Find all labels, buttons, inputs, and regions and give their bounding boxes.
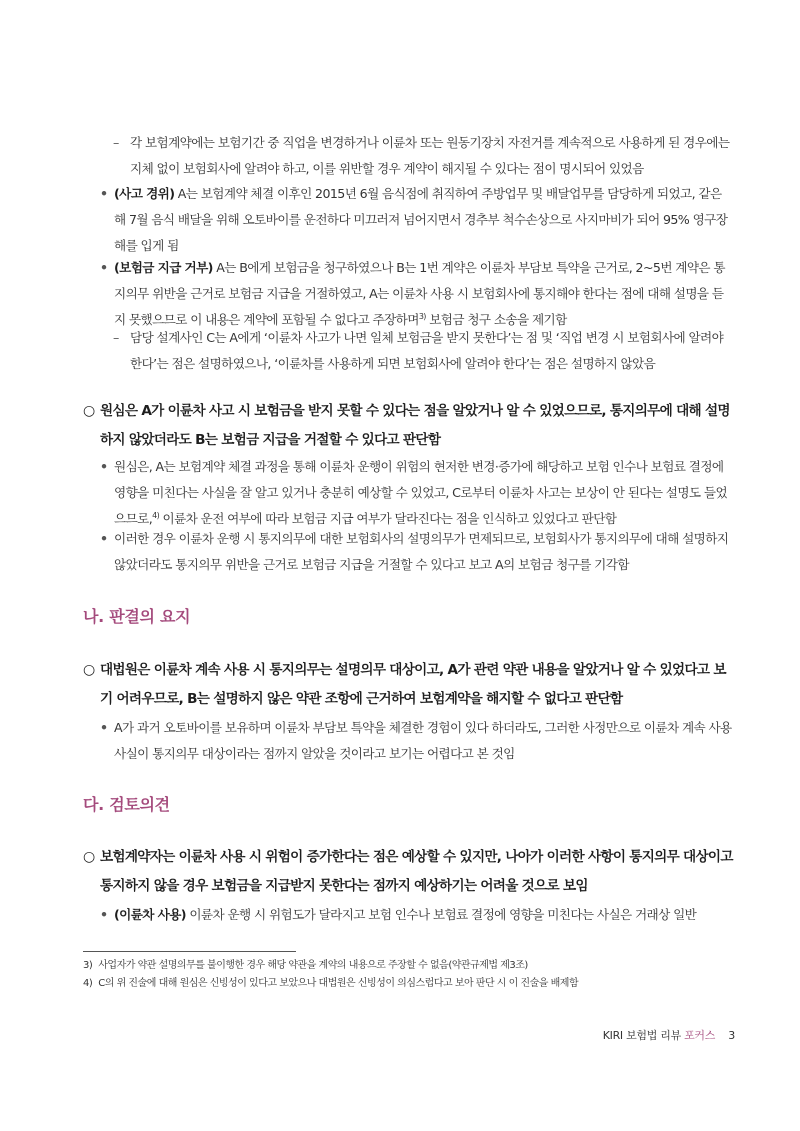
dash-item-planner [113,325,733,377]
bullet-item-past-experience [100,715,733,767]
bullet-item-text: 이러한 경우 이륜차 운행 시 통지의무에 대한 보험회사의 설명의무가 면제되므로, 보험회사가 통지의무에 대해 설명하지 않았더라도 통지의무 위반을 근거로 보험금 지급을 거절할 수 있다고 보고 A의 보험금 청구를 기각함 [114,531,729,572]
circle-marker: ○ [83,403,95,419]
footer-publication: KIRI 보험법 리뷰 [602,1029,681,1042]
lead-label: (이륜차 사용) [114,907,186,922]
circle-item-supreme-court [83,656,733,714]
footnote-number: 3) [83,960,93,971]
circle-item-text: 보험계약자는 이륜차 사용 시 위험이 증가한다는 점은 예상할 수 있지만, 나아가 이러한 사항이 통지의무 대상이고 통지하지 않을 경우 보험금을 지급받지 못한다는 점까지 예상하기는 어려울 것으로 보임 [100,849,733,894]
bullet-item-text [100,181,733,259]
page-footer [560,1027,735,1043]
bullet-marker: • [100,531,108,546]
body-text: 이륜차 운행 시 위험도가 달라지고 보험 인수나 보험료 결정에 영향을 미친다는 사실은 거래상 일반 [185,907,697,922]
bullet-marker: • [100,260,108,275]
dash-item-text: 각 보험계약에는 보험기간 중 직업을 변경하거나 이륜차 또는 원동기장치 자전거를 계속적으로 사용하게 된 경우에는 지체 없이 보험회사에 알려야 하고, 이를 위반할 경우 계약이 해지될 수 있다는 점이 명시되어 있었음 [130,135,730,176]
body-text: A는 B에게 보험금을 청구하였으나 B는 1번 계약은 이륜차 부담보 특약을 근거로, 2~5번 계약은 통지의무 위반을 근거로 보험금 지급을 거절하였고, A는 이륜차 사용 시 보험회사에 통지해야 한다는 점에 대해 설명을 듣지 못했으므로 이 내용은 계약에 포함될 수 없다고 주장하며 [114,260,725,327]
bullet-item-text [100,255,733,333]
bullet-item-text: A가 과거 오토바이를 보유하며 이륜차 부담보 특약을 체결한 경험이 있다 하더라도, 그러한 사정만으로 이륜차 계속 사용 사실이 통지의무 대상이라는 점까지 알았을 것이라고 보기는 어렵다고 본 것임 [114,720,732,761]
lead-label: (보험금 지급 거부) [114,260,213,275]
footnote-text: C의 위 진술에 대해 원심은 신빙성이 있다고 보았으나 대법원은 신빙성이 의심스럽다고 보아 판단 시 이 진술을 배제함 [98,978,579,989]
footnote-ref-3[interactable]: 3) [418,311,426,321]
bullet-item-text [100,902,733,928]
circle-marker: ○ [83,849,95,865]
bullet-item-motorcycle-use [100,902,733,928]
bullet-item-dismissal [100,526,733,578]
body-text: 보험금 청구 소송을 제기함 [425,312,567,327]
dash-marker: – [113,330,119,345]
bullet-item-accident [100,181,733,259]
body-text: 이륜차 운전 여부에 따라 보험금 지급 여부가 달라진다는 점을 인식하고 있었다고 판단함 [159,511,617,526]
dash-item-text: 담당 설계사인 C는 A에게 ‘이륜차 사고가 나면 일체 보험금을 받지 못한다’는 점 및 ‘직업 변경 시 보험회사에 알려야 한다’는 점은 설명하였으나, ‘이륜차를 사용하게 되면 보험회사에 알려야 한다’는 점은 설명하지 않았음 [130,330,724,371]
bullet-marker: • [100,186,108,201]
section-heading-ruling: 나. 판결의 요지 [83,607,191,626]
dash-marker: – [113,135,119,150]
footnote-3 [83,957,733,975]
circle-item-text: 원심은 A가 이륜차 사고 시 보험금을 받지 못할 수 있다는 점을 알았거나 알 수 있었으므로, 통지의무에 대해 설명하지 않았더라도 B는 보험금 지급을 거절할 수 있다고 판단함 [100,403,730,448]
section-heading-review: 다. 검토의견 [83,795,170,814]
footnote-text: 사업자가 약관 설명의무를 불이행한 경우 해당 약관을 계약의 내용으로 주장할 수 없음(약관규제법 제3조) [98,960,528,971]
footnote-ref-4[interactable]: 4) [152,510,160,520]
bullet-marker: • [100,720,108,735]
bullet-item-text [100,454,733,532]
bullet-marker: • [100,459,108,474]
lead-label: (사고 경위) [114,186,175,201]
circle-marker: ○ [83,662,95,678]
bullet-item-refusal [100,255,733,333]
body-text: A는 보험계약 체결 이후인 2015년 6월 음식점에 취직하여 주방업무 및 배달업무를 담당하게 되었고, 같은 해 7월 음식 배달을 위해 오토바이를 운전하다 미끄러져 넘어지면서 경추부 척수손상으로 사지마비가 되어 95% 영구장해를 입게 됨 [114,186,728,253]
bullet-item-lower-court-reason [100,454,733,532]
bullet-marker: • [100,907,108,922]
circle-item-lower-court [83,397,733,455]
footnote-number: 4) [83,978,93,989]
circle-item-review [83,843,733,901]
footnote-4 [83,975,733,993]
footer-section: 포커스 [684,1029,716,1042]
page-number: 3 [728,1029,735,1042]
dash-item-contract-terms [113,130,733,182]
circle-item-text: 대법원은 이륜차 계속 사용 시 통지의무는 설명의무 대상이고, A가 관련 약관 내용을 알았거나 알 수 있었다고 보기 어려우므로, B는 설명하지 않은 약관 조항에 근거하여 보험계약을 해지할 수 없다고 판단함 [100,662,726,707]
footnote-divider [83,951,296,952]
body-text: 원심은, A는 보험계약 체결 과정을 통해 이륜차 운행이 위험의 현저한 변경·증가에 해당하고 보험 인수나 보험료 결정에 영향을 미친다는 사실을 잘 알고 있거나 충분히 예상할 수 있었고, C로부터 이륜차 사고는 보상이 안 된다는 설명도 들었으므로, [114,459,728,526]
